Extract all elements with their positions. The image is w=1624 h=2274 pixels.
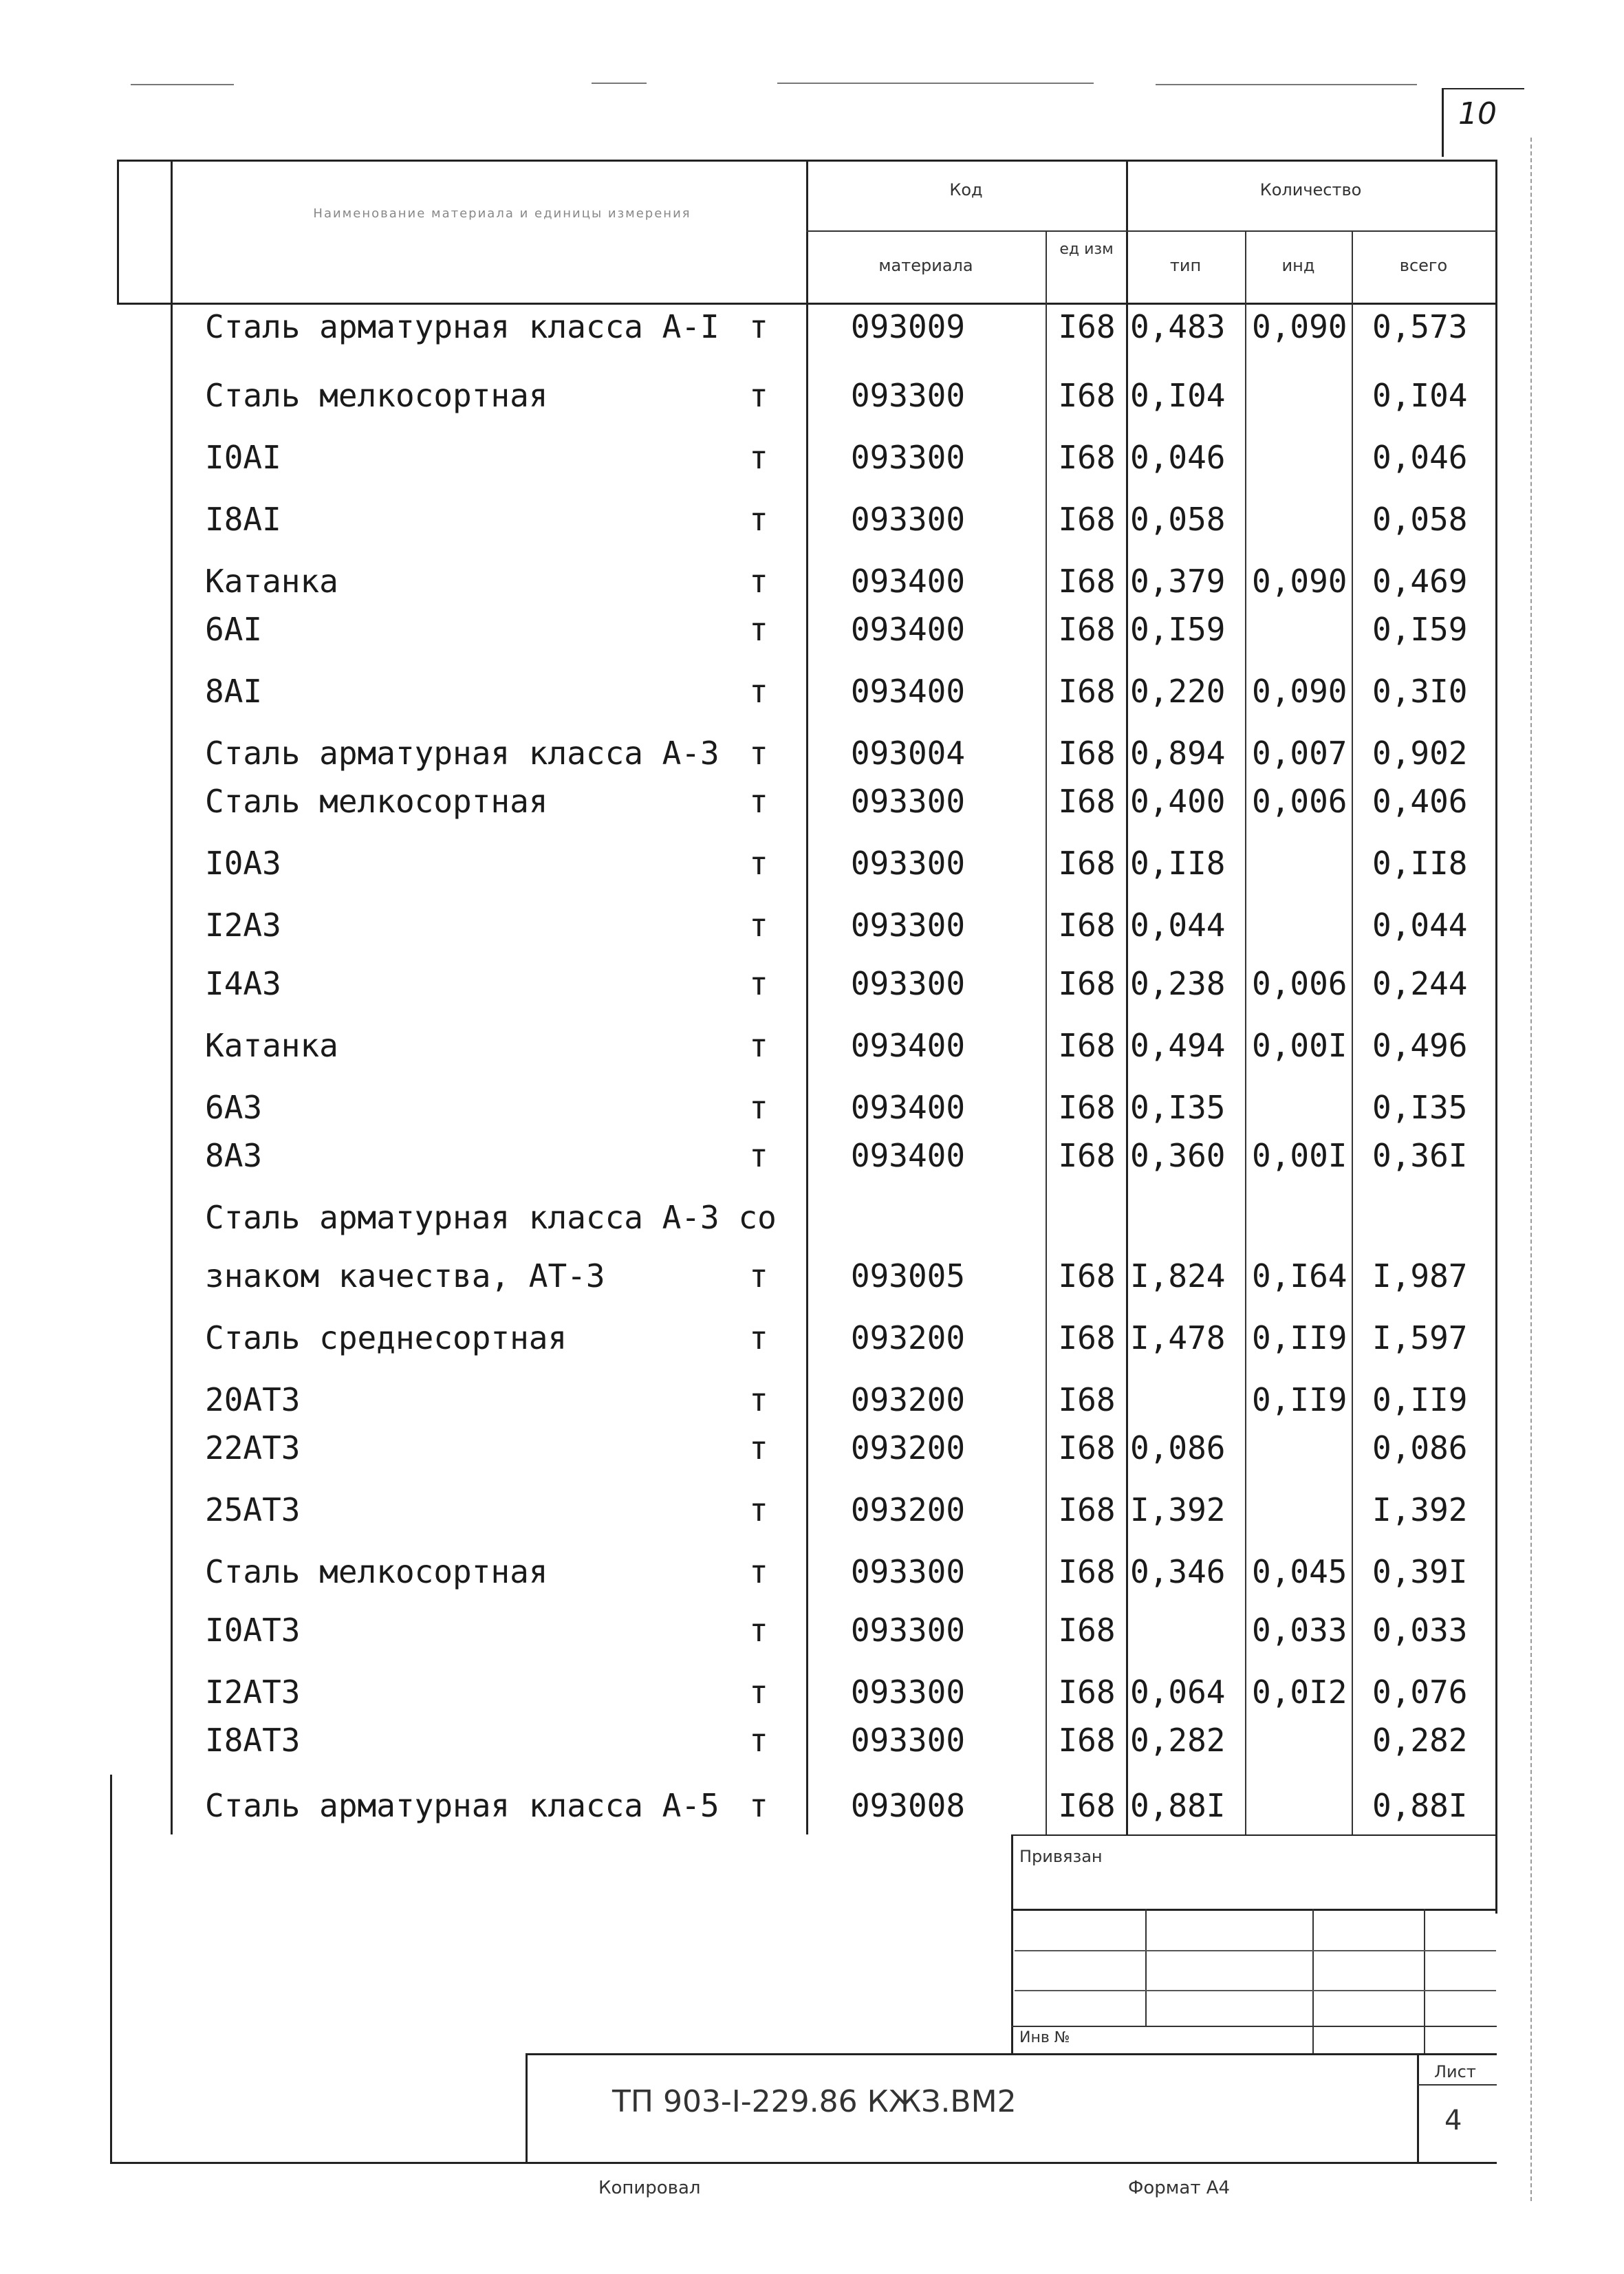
qty-ind: 0,0I2	[1252, 1674, 1347, 1711]
material-code: 093004	[850, 735, 966, 772]
unit-code: I68	[1058, 439, 1116, 476]
material-code: 093300	[850, 1722, 966, 1759]
material-code: 093008	[850, 1787, 966, 1824]
qty-tip: 0,894	[1130, 735, 1226, 772]
ind-header: инд	[1281, 256, 1315, 275]
qty-tip: 0,064	[1130, 1674, 1226, 1711]
material-code: 093300	[850, 783, 966, 820]
qty-tip: 0,220	[1130, 673, 1226, 710]
qty-ind: 0,090	[1252, 673, 1347, 710]
table-row	[0, 1135, 1624, 1176]
material-name: Сталь среднесортная	[205, 1319, 567, 1356]
unit-cell: т	[749, 377, 768, 414]
material-name: I0AI	[205, 439, 281, 476]
unit-code: I68	[1058, 611, 1116, 648]
unit-cell: т	[749, 1491, 768, 1528]
table-row	[0, 843, 1624, 884]
unit-cell: т	[749, 783, 768, 820]
qty-tip: 0,400	[1130, 783, 1226, 820]
unit-code: I68	[1058, 965, 1116, 1002]
qty-total: 0,046	[1372, 439, 1468, 476]
material-name: Катанка	[205, 1027, 338, 1064]
material-code: 093300	[850, 1553, 966, 1590]
qty-ind: 0,006	[1252, 965, 1347, 1002]
material-name: I8AT3	[205, 1722, 301, 1759]
table-row	[0, 1610, 1624, 1651]
qty-total: 0,244	[1372, 965, 1468, 1002]
unit-cell: т	[749, 1089, 768, 1126]
table-row	[0, 963, 1624, 1004]
qty-total: 0,88I	[1372, 1787, 1468, 1824]
qty-tip: I,392	[1130, 1491, 1226, 1528]
material-name: 6AI	[205, 611, 263, 648]
qty-total: I,597	[1372, 1319, 1468, 1356]
material-name: I0AT3	[205, 1612, 301, 1649]
sheet-number: 4	[1444, 2105, 1462, 2136]
qty-ind: 0,II9	[1252, 1319, 1347, 1356]
qty-tip: 0,238	[1130, 965, 1226, 1002]
qty-ind: 0,00I	[1252, 1137, 1347, 1174]
table-row	[0, 561, 1624, 602]
unit-cell: т	[749, 439, 768, 476]
qty-total: 0,058	[1372, 501, 1468, 538]
qty-ind: 0,033	[1252, 1612, 1347, 1649]
material-code: 093200	[850, 1319, 966, 1356]
qty-total: 0,496	[1372, 1027, 1468, 1064]
unit-cell: т	[749, 1027, 768, 1064]
material-code: 093400	[850, 1027, 966, 1064]
unit-code: I68	[1058, 563, 1116, 600]
unit-cell: т	[749, 965, 768, 1002]
unit-code: I68	[1058, 1089, 1116, 1126]
material-code: 093300	[850, 845, 966, 882]
material-code: 093400	[850, 1089, 966, 1126]
table-row	[0, 1255, 1624, 1297]
page-number: 10	[1458, 96, 1497, 131]
qty-ind: 0,007	[1252, 735, 1347, 772]
copied-label: Копировал	[598, 2178, 701, 2198]
table-row	[0, 1551, 1624, 1592]
material-name: 25AT3	[205, 1491, 301, 1528]
inv-number-label: Инв №	[1019, 2029, 1070, 2046]
qty-ind: 0,I64	[1252, 1257, 1347, 1295]
material-name: 6A3	[205, 1089, 263, 1126]
qty-tip: 0,346	[1130, 1553, 1226, 1590]
unit-code: I68	[1058, 907, 1116, 944]
qty-tip: 0,379	[1130, 563, 1226, 600]
qty-tip: 0,II8	[1130, 845, 1226, 882]
unit-code: I68	[1058, 783, 1116, 820]
qty-tip: 0,I59	[1130, 611, 1226, 648]
material-name: I2AT3	[205, 1674, 301, 1711]
material-name: знаком качества, АТ-3	[205, 1257, 605, 1295]
material-code: 093009	[850, 308, 966, 345]
material-code: 093400	[850, 1137, 966, 1174]
unit-cell: т	[749, 1787, 768, 1824]
unit-code: I68	[1058, 1429, 1116, 1466]
unit-cell: т	[749, 1137, 768, 1174]
material-code: 093005	[850, 1257, 966, 1295]
qty-total: 0,044	[1372, 907, 1468, 944]
qty-total: 0,902	[1372, 735, 1468, 772]
bound-label: Привязан	[1019, 1847, 1103, 1866]
qty-tip: I,824	[1130, 1257, 1226, 1295]
unit-code: I68	[1058, 1612, 1116, 1649]
table-row	[0, 306, 1624, 347]
qty-ind: 0,006	[1252, 783, 1347, 820]
material-name: I4A3	[205, 965, 281, 1002]
unit-code: I68	[1058, 1257, 1116, 1295]
qty-total: 0,033	[1372, 1612, 1468, 1649]
qty-tip: I,478	[1130, 1319, 1226, 1356]
unit-code: I68	[1058, 377, 1116, 414]
table-row	[0, 1197, 1624, 1238]
qty-tip: 0,044	[1130, 907, 1226, 944]
qty-total: 0,282	[1372, 1722, 1468, 1759]
unit-code: I68	[1058, 1491, 1116, 1528]
unit-cell: т	[749, 1319, 768, 1356]
code-header: Код	[949, 180, 983, 199]
table-row	[0, 1785, 1624, 1826]
qty-total: 0,II8	[1372, 845, 1468, 882]
name-column-header: Наименование материала и единицы измерения	[313, 206, 691, 221]
unit-code: I68	[1058, 673, 1116, 710]
unit-cell: т	[749, 1257, 768, 1295]
material-code: 093400	[850, 611, 966, 648]
table-row	[0, 437, 1624, 478]
material-header: материала	[878, 256, 973, 275]
unit-code: I68	[1058, 1027, 1116, 1064]
qty-tip: 0,086	[1130, 1429, 1226, 1466]
qty-total: 0,406	[1372, 783, 1468, 820]
material-name: 8AI	[205, 673, 263, 710]
table-row	[0, 905, 1624, 946]
table-row	[0, 1489, 1624, 1530]
unit-cell: т	[749, 1381, 768, 1418]
table-row	[0, 1720, 1624, 1761]
material-code: 093300	[850, 965, 966, 1002]
qty-total: 0,39I	[1372, 1553, 1468, 1590]
material-name: Катанка	[205, 563, 338, 600]
qty-tip: 0,483	[1130, 308, 1226, 345]
table-row	[0, 499, 1624, 540]
qty-ind: 0,090	[1252, 563, 1347, 600]
material-name: 20AT3	[205, 1381, 301, 1418]
material-name: I0A3	[205, 845, 281, 882]
material-code: 093300	[850, 1674, 966, 1711]
material-name: Сталь арматурная класса А-5	[205, 1787, 719, 1824]
material-code: 093400	[850, 563, 966, 600]
material-name: Сталь мелкосортная	[205, 377, 548, 414]
unit-code: I68	[1058, 1722, 1116, 1759]
material-name: Сталь арматурная класса А-3 со	[205, 1199, 777, 1236]
qty-ind: 0,090	[1252, 308, 1347, 345]
table-row	[0, 1379, 1624, 1420]
table-row	[0, 1025, 1624, 1066]
unit-cell: т	[749, 611, 768, 648]
qty-total: 0,3I0	[1372, 673, 1468, 710]
unit-cell: т	[749, 501, 768, 538]
material-code: 093200	[850, 1429, 966, 1466]
unit-cell: т	[749, 1553, 768, 1590]
format-label: Формат А4	[1128, 2178, 1231, 2198]
unit-code: I68	[1058, 1381, 1116, 1418]
material-code: 093300	[850, 907, 966, 944]
unit-cell: т	[749, 1722, 768, 1759]
unit-code: I68	[1058, 1674, 1116, 1711]
unit-header: ед изм	[1059, 241, 1114, 258]
unit-cell: т	[749, 735, 768, 772]
material-name: Сталь мелкосортная	[205, 783, 548, 820]
unit-cell: т	[749, 673, 768, 710]
unit-code: I68	[1058, 845, 1116, 882]
material-name: Сталь арматурная класса А-I	[205, 308, 719, 345]
table-row	[0, 733, 1624, 774]
qty-tip: 0,494	[1130, 1027, 1226, 1064]
material-name: 22AT3	[205, 1429, 301, 1466]
quantity-header: Количество	[1259, 180, 1362, 199]
qty-total: 0,573	[1372, 308, 1468, 345]
material-code: 093300	[850, 439, 966, 476]
qty-total: 0,I04	[1372, 377, 1468, 414]
table-row	[0, 671, 1624, 712]
qty-total: 0,I35	[1372, 1089, 1468, 1126]
qty-total: I,987	[1372, 1257, 1468, 1295]
unit-cell: т	[749, 907, 768, 944]
material-name: 8A3	[205, 1137, 263, 1174]
qty-ind: 0,00I	[1252, 1027, 1347, 1064]
qty-total: 0,II9	[1372, 1381, 1468, 1418]
qty-ind: 0,045	[1252, 1553, 1347, 1590]
material-code: 093200	[850, 1381, 966, 1418]
table-row	[0, 1087, 1624, 1128]
unit-cell: т	[749, 1429, 768, 1466]
material-code: 093400	[850, 673, 966, 710]
material-name: Сталь арматурная класса А-3	[205, 735, 719, 772]
table-row	[0, 1427, 1624, 1469]
unit-cell: т	[749, 308, 768, 345]
unit-code: I68	[1058, 1137, 1116, 1174]
material-code: 093300	[850, 1612, 966, 1649]
document-code: ТП 903-I-229.86 КЖЗ.ВМ2	[612, 2084, 1017, 2119]
qty-tip: 0,88I	[1130, 1787, 1226, 1824]
qty-total: 0,36I	[1372, 1137, 1468, 1174]
material-code: 093200	[850, 1491, 966, 1528]
unit-code: I68	[1058, 308, 1116, 345]
unit-cell: т	[749, 1612, 768, 1649]
material-code: 093300	[850, 501, 966, 538]
qty-total: 0,I59	[1372, 611, 1468, 648]
qty-total: 0,076	[1372, 1674, 1468, 1711]
unit-code: I68	[1058, 735, 1116, 772]
table-row	[0, 1671, 1624, 1713]
unit-cell: т	[749, 845, 768, 882]
qty-tip: 0,058	[1130, 501, 1226, 538]
qty-tip: 0,046	[1130, 439, 1226, 476]
table-row	[0, 1317, 1624, 1358]
unit-code: I68	[1058, 1553, 1116, 1590]
material-name: I8AI	[205, 501, 281, 538]
material-name: I2A3	[205, 907, 281, 944]
total-header: всего	[1399, 256, 1448, 275]
qty-tip: 0,360	[1130, 1137, 1226, 1174]
qty-ind: 0,II9	[1252, 1381, 1347, 1418]
unit-code: I68	[1058, 501, 1116, 538]
qty-tip: 0,I04	[1130, 377, 1226, 414]
qty-tip: 0,I35	[1130, 1089, 1226, 1126]
unit-cell: т	[749, 563, 768, 600]
qty-total: I,392	[1372, 1491, 1468, 1528]
table-row	[0, 609, 1624, 650]
material-code: 093300	[850, 377, 966, 414]
qty-total: 0,086	[1372, 1429, 1468, 1466]
unit-code: I68	[1058, 1787, 1116, 1824]
material-name: Сталь мелкосортная	[205, 1553, 548, 1590]
unit-code: I68	[1058, 1319, 1116, 1356]
table-row	[0, 375, 1624, 416]
qty-tip: 0,282	[1130, 1722, 1226, 1759]
tip-header: тип	[1169, 256, 1202, 275]
unit-cell: т	[749, 1674, 768, 1711]
sheet-label: Лист	[1434, 2062, 1476, 2081]
table-row	[0, 781, 1624, 822]
qty-total: 0,469	[1372, 563, 1468, 600]
